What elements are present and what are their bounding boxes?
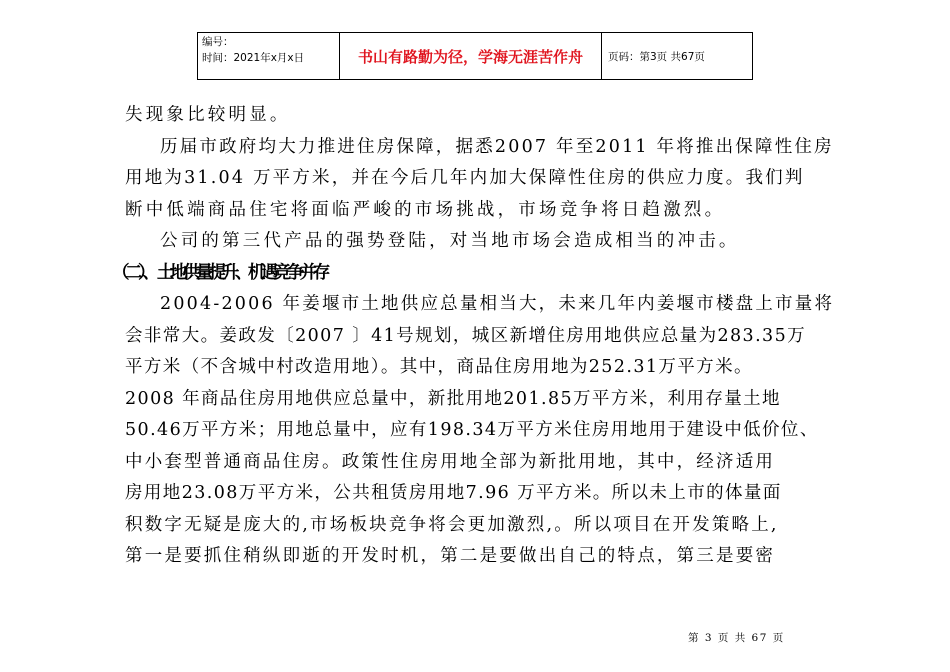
- paragraph-line: 历届市政府均大力推进住房保障，据悉2007 年至2011 年将推出保障性住房: [160, 136, 834, 157]
- paragraph-line: 公司的第三代产品的强势登陆，对当地市场会造成相当的冲击。: [160, 231, 740, 251]
- header-motto: 书山有路勤为径，学海无涯苦作舟: [340, 33, 602, 79]
- paragraph-line: 房用地23.08万平方米，公共租赁房用地7.96 万平方米。所以未上市的体量面: [125, 483, 782, 503]
- number-label: 编号：: [202, 36, 234, 48]
- paragraph-line: 积数字无疑是庞大的,市场板块竞争将会更加激烈,。所以项目在开发策略上,: [125, 514, 779, 535]
- time-label: 时间：2021年x月x日: [202, 52, 305, 64]
- page-footer: 第 3 页 共 67 页: [688, 632, 785, 644]
- header-meta-cell: [198, 33, 340, 79]
- paragraph-line: 失现象比较明显。: [125, 105, 291, 125]
- paragraph-line: 中小套型普通商品住房。政策性住房用地全部为新批用地，其中，经济适用: [125, 451, 776, 472]
- page-header-table: [197, 32, 753, 80]
- section-heading: （二）、 土地供量提升、机遇竞争并存: [112, 262, 326, 283]
- paragraph-line: 断中低端商品住宅将面临严峻的市场挑战，市场竞争将日趋激烈。: [125, 199, 726, 220]
- paragraph-line: 会非常大。姜政发〔2007 〕41号规划，城区新增住房用地供应总量为283.35万: [125, 325, 806, 346]
- header-page-info: 页码：第3页 共67页: [608, 50, 705, 63]
- paragraph-line: 2008 年商品住房用地供应总量中，新批用地201.85万平方米，利用存量土地: [125, 388, 781, 409]
- paragraph-line: 平方米（不含城中村改造用地）。其中，商品住房用地为252.31万平方米。: [125, 357, 753, 377]
- paragraph-line: 第一是要抓住稍纵即逝的开发时机，第二是要做出自己的特点，第三是要密: [125, 546, 776, 566]
- paragraph-line: 50.46万平方米；用地总量中，应有198.34万平方米住房用地用于建设中低价位、: [125, 420, 819, 440]
- paragraph-line: 2004-2006 年姜堰市土地供应总量相当大，未来几年内姜堰市楼盘上市量将: [160, 294, 835, 314]
- document-body: [112, 100, 885, 573]
- paragraph-line: 用地为31.04 万平方米，并在今后几年内加大保障性住房的供应力度。我们判: [125, 168, 805, 188]
